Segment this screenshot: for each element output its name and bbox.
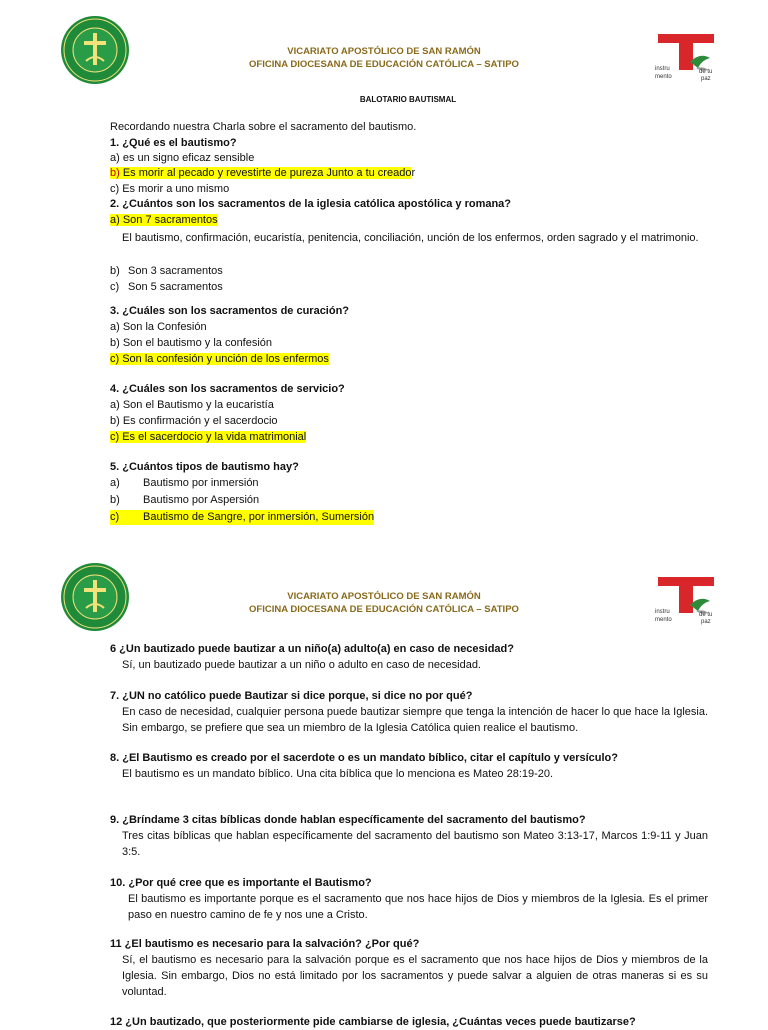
q1-option-a: a) es un signo eficaz sensible (110, 152, 255, 164)
question-1: 1. ¿Qué es el bautismo? (110, 137, 237, 149)
svg-text:paz: paz (701, 619, 711, 625)
question-11: 11 ¿El bautismo es necesario para la salvación? ¿Por qué? (110, 938, 420, 950)
svg-text:de tu: de tu (699, 612, 713, 618)
question-4: 4. ¿Cuáles son los sacramentos de servicio? (110, 383, 345, 395)
document-title: BALOTARIO BAUTISMAL (359, 95, 457, 104)
q5-option-c: c) Bautismo de Sangre, por inmersión, Sumersión (110, 511, 375, 523)
svg-text:paz: paz (701, 76, 711, 82)
org-name-page2: VICARIATO APOSTÓLICO DE SAN RAMÓN (287, 591, 481, 602)
q4-option-c: c) Es el sacerdocio y la vida matrimonial (110, 431, 307, 443)
svg-text:mento: mento (655, 74, 672, 80)
org-name: VICARIATO APOSTÓLICO DE SAN RAMÓN (287, 46, 481, 57)
q2-option-a: a) Son 7 sacramentos (110, 214, 218, 226)
q2-detail: El bautismo, confirmación, eucaristía, penitencia, conciliación, unción de los enfermos, orden sagrado y el matrimonio. (122, 232, 699, 244)
answer-9: Tres citas bíblicas que hablan específicamente del sacramento del bautismo son Mateo 3:13-17, Marcos 1:9-11 y Juan 3:5. (122, 830, 708, 858)
svg-text:instru: instru (655, 66, 670, 72)
q2-option-c: c) Son 5 sacramentos (110, 281, 223, 293)
svg-text:de tu: de tu (699, 69, 713, 75)
q2-option-b: b) Son 3 sacramentos (110, 265, 223, 277)
svg-text:instru: instru (655, 609, 670, 615)
question-5: 5. ¿Cuántos tipos de bautismo hay? (110, 461, 299, 473)
answer-8: El bautismo es un mandato bíblico. Una cita bíblica que lo menciona es Mateo 28:19-20. (122, 768, 554, 780)
answer-11: Sí, el bautismo es necesario para la salvación porque es el sacramento que nos hace hijos de Dios y miembros de la Iglesia. Sin embargo, Dios no está limitado por los sacramentos y puede salvar a alguien de otras maneras si es su voluntad. (122, 954, 708, 998)
q3-option-a: a) Son la Confesión (110, 321, 207, 333)
q3-option-b: b) Son el bautismo y la confesión (110, 337, 273, 349)
q4-option-b: b) Es confirmación y el sacerdocio (110, 415, 278, 427)
q1-option-b: b) Es morir al pecado y revestirte de pureza Junto a tu creador (110, 167, 416, 179)
question-2: 2. ¿Cuántos son los sacramentos de la iglesia católica apostólica y romana? (110, 198, 512, 210)
q5-option-b: b) Bautismo por Aspersión (110, 494, 260, 506)
question-7: 7. ¿UN no católico puede Bautizar si dice porque, si dice no por qué? (110, 690, 473, 702)
question-8: 8. ¿El Bautismo es creado por el sacerdote o es un mandato bíblico, citar el capítulo y versículo? (110, 752, 618, 764)
question-9: 9. ¿Bríndame 3 citas bíblicas donde hablan específicamente del sacramento del bautismo? (110, 814, 586, 826)
q4-option-a: a) Son el Bautismo y la eucaristía (110, 399, 274, 411)
answer-10: El bautismo es importante porque es el sacramento que nos hace hijos de Dios y miembros de la Iglesia. Es el primer paso en nuestro camino de fe y nos une a Cristo. (128, 893, 708, 921)
question-10: 10. ¿Por qué cree que es importante el Bautismo? (110, 877, 372, 889)
q1-option-c: c) Es morir a uno mismo (110, 183, 230, 195)
question-12: 12 ¿Un bautizado, que posteriormente pide cambiarse de iglesia, ¿Cuántas veces puede bautizarse? (110, 1016, 636, 1028)
question-3: 3. ¿Cuáles son los sacramentos de curación? (110, 305, 350, 317)
answer-6: Sí, un bautizado puede bautizar a un niño o adulto en caso de necesidad. (122, 659, 481, 671)
office-name: OFICINA DIOCESANA DE EDUCACIÓN CATÓLICA – SATIPO (249, 59, 519, 70)
intro-text: Recordando nuestra Charla sobre el sacramento del bautismo. (110, 121, 417, 133)
question-6: 6 ¿Un bautizado puede bautizar a un niño(a) adulto(a) en caso de necesidad? (110, 643, 514, 655)
q5-option-a: a) Bautismo por inmersión (110, 477, 259, 489)
svg-text:mento: mento (655, 617, 672, 623)
answer-7: En caso de necesidad, cualquier persona puede bautizar siempre que tenga la intención de hacer lo que hace la Iglesia. Sin embargo, se prefiere que sea un miembro de la Iglesia Católica quien realice el bautismo. (122, 706, 708, 734)
office-name-page2: OFICINA DIOCESANA DE EDUCACIÓN CATÓLICA – SATIPO (249, 604, 519, 615)
q3-option-c: c) Son la confesión y unción de los enfermos (110, 353, 329, 365)
